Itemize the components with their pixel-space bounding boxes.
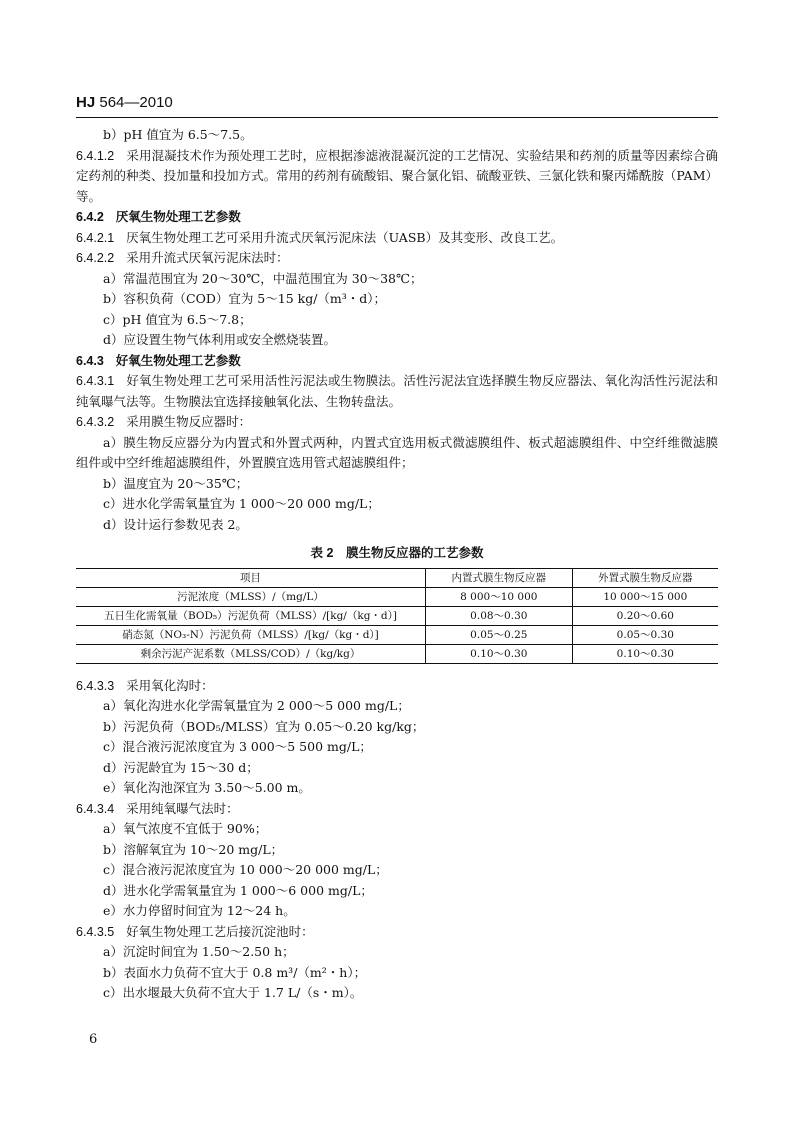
clause-number: 6.4.2.2: [76, 251, 115, 265]
list-item: [76, 696, 718, 717]
clause-text: 厌氧生物处理工艺可采用升流式厌氧污泥床法（UASB）及其变形、改良工艺。: [126, 229, 564, 245]
list-item: [76, 310, 718, 331]
list-item-text: c）pH 值宜为 6.5～7.8；: [103, 311, 252, 327]
spacer: [114, 924, 126, 939]
table-cell: 污泥浓度（MLSS）/（mg/L）: [76, 587, 426, 606]
table-header-cell: 外置式膜生物反应器: [572, 568, 718, 587]
clause-paragraph: [76, 676, 718, 697]
standard-code: HJ: [76, 94, 96, 111]
clause-paragraph: [76, 799, 718, 820]
list-item: [76, 840, 718, 861]
table-header-cell: 内置式膜生物反应器: [426, 568, 573, 587]
list-item: [76, 942, 718, 963]
spacer: [114, 148, 126, 163]
list-item-text: b）pH 值宜为 6.5～7.5。: [103, 127, 253, 142]
section-lower: [76, 676, 718, 1004]
list-item: [76, 289, 718, 310]
table-header-row: [76, 568, 718, 587]
list-item-text: d）进水化学需氧量宜为 1 000～6 000 mg/L；: [103, 882, 373, 898]
list-item-text: b）温度宜为 20～35℃；: [103, 475, 249, 491]
list-item: [76, 494, 718, 515]
parameter-table: [76, 568, 718, 664]
list-item-text: a）氧化沟进水化学需氧量宜为 2 000～5 000 mg/L；: [103, 698, 410, 713]
table-cell: 0.20～0.60: [572, 606, 718, 625]
spacer: [104, 353, 116, 368]
table-row: [76, 644, 718, 663]
list-item: [76, 330, 718, 351]
list-item-text: e）水力停留时间宜为 12～24 h。: [103, 903, 296, 918]
table-row: [76, 587, 718, 606]
list-item-text: a）膜生物反应器分为内置式和外置式两种，内置式宜选用板式微滤膜组件、板式超滤膜组件、中空纤维微滤膜组件或中空纤维超滤膜组件，外置膜宜选用管式超滤膜组件；: [76, 434, 718, 470]
list-item-text: c）进水化学需氧量宜为 1 000～20 000 mg/L；: [103, 496, 380, 511]
list-item-text: b）污泥负荷（BOD₅/MLSS）宜为 0.05～0.20 kg/kg；: [103, 718, 425, 734]
table-cell: 8 000～10 000: [426, 587, 573, 606]
table-cell: 五日生化需氧量（BOD₅）污泥负荷（MLSS）/[kg/（kg・d）]: [76, 606, 426, 625]
clause-text: 采用膜生物反应器时：: [126, 414, 252, 429]
clause-number: 6.4.2: [76, 210, 104, 224]
table-cell: 0.05～0.25: [426, 625, 573, 644]
list-item: [76, 125, 718, 146]
table-cell: 0.08～0.30: [426, 606, 573, 625]
clause-paragraph: [76, 922, 718, 943]
list-item: [76, 737, 718, 758]
list-item-text: a）常温范围宜为 20～30℃，中温范围宜为 30～38℃；: [103, 270, 423, 286]
clause-number: 6.4.1.2: [76, 148, 115, 163]
table-header-cell: 项目: [76, 568, 426, 587]
table-cell: 0.10～0.30: [572, 644, 718, 663]
spacer: [114, 801, 126, 816]
clause-text: 采用氧化沟时：: [126, 677, 214, 693]
table-row: [76, 606, 718, 625]
list-item-text: b）表面水力负荷不宜大于 0.8 m³/（m²・h）；: [103, 964, 367, 980]
standard-number: 564—2010: [95, 94, 173, 111]
list-item: [76, 269, 718, 290]
heading-text: 厌氧生物处理工艺参数: [115, 210, 241, 224]
list-item-text: d）污泥龄宜为 15～30 d；: [103, 759, 259, 775]
list-item: [76, 819, 718, 840]
clause-paragraph: [76, 248, 718, 269]
list-item: [76, 433, 718, 474]
list-item-text: a）氧气浓度不宜低于 90%；: [103, 821, 268, 836]
table-cell: 剩余污泥产泥系数（MLSS/COD）/（kg/kg）: [76, 644, 426, 663]
list-item: [76, 901, 718, 922]
list-item: [76, 778, 718, 799]
list-item-text: b）溶解氧宜为 10～20 mg/L；: [103, 841, 284, 857]
spacer: [114, 250, 126, 265]
header-rule: [76, 117, 718, 118]
section-heading: [76, 207, 718, 228]
list-item-text: c）出水堰最大负荷不宜大于 1.7 L/（s・m）。: [103, 985, 363, 1000]
table-title: 表 2 膜生物反应器的工艺参数: [310, 546, 484, 560]
clause-number: 6.4.3.2: [76, 415, 115, 429]
list-item-text: d）应设置生物气体利用或安全燃烧装置。: [103, 332, 337, 347]
spacer: [114, 678, 126, 693]
table-cell: 0.10～0.30: [426, 644, 573, 663]
clause-text: 好氧生物处理工艺后接沉淀池时：: [126, 923, 314, 939]
list-item: [76, 983, 718, 1004]
table-cell: 0.05～0.30: [572, 625, 718, 644]
list-item: [76, 515, 718, 536]
heading-text: 好氧生物处理工艺参数: [115, 353, 241, 368]
spacer: [114, 373, 126, 388]
clause-paragraph: [76, 146, 718, 208]
list-item-text: b）容积负荷（COD）宜为 5～15 kg/（m³・d）；: [103, 291, 387, 306]
list-item-text: a）沉淀时间宜为 1.50～2.50 h；: [103, 944, 295, 959]
list-item: [76, 963, 718, 984]
list-item: [76, 717, 718, 738]
list-item: [76, 474, 718, 495]
clause-number: 6.4.2.1: [76, 230, 115, 245]
section-upper: [76, 125, 718, 535]
page-number: 6: [89, 1032, 98, 1047]
clause-paragraph: [76, 412, 718, 433]
clause-text: 采用升流式厌氧污泥床法时：: [126, 250, 289, 265]
list-item: [76, 860, 718, 881]
section-heading: [76, 351, 718, 372]
list-item-text: d）设计运行参数见表 2。: [103, 516, 248, 532]
table-cell: 10 000～15 000: [572, 587, 718, 606]
table-cell: 硝态氮（NO₃-N）污泥负荷（MLSS）/[kg/（kg・d）]: [76, 625, 426, 644]
spacer: [114, 230, 126, 245]
clause-text: 采用纯氧曝气法时：: [126, 800, 239, 816]
spacer: [104, 209, 116, 224]
clause-number: 6.4.3.5: [76, 924, 115, 939]
list-item-text: e）氧化沟池深宜为 3.50～5.00 m。: [103, 780, 311, 795]
clause-text: 好氧生物处理工艺可采用活性污泥法或生物膜法。活性污泥法宜选择膜生物反应器法、氧化沟活性污泥法和纯氧曝气法等。生物膜法宜选择接触氧化法、生物转盘法。: [76, 373, 718, 409]
clause-text: 采用混凝技术作为预处理工艺时，应根据渗滤液混凝沉淀的工艺情况、实验结果和药剂的质量等因素综合确定药剂的种类、投加量和投加方式。常用的药剂有硫酸铝、聚合氯化铝、硫酸亚铁、三氯化铁和聚丙烯酰胺（PAM）等。: [76, 147, 718, 204]
clause-number: 6.4.3.3: [76, 678, 115, 693]
spacer: [114, 414, 126, 429]
table-row: [76, 625, 718, 644]
list-item-text: c）混合液污泥浓度宜为 10 000～20 000 mg/L；: [103, 862, 388, 877]
list-item-text: c）混合液污泥浓度宜为 3 000～5 500 mg/L；: [103, 739, 372, 754]
clause-number: 6.4.3.4: [76, 801, 115, 816]
clause-number: 6.4.3.1: [76, 374, 115, 388]
list-item: [76, 881, 718, 902]
document-body: [76, 125, 718, 1004]
document-header: [76, 94, 173, 111]
clause-paragraph: [76, 371, 718, 412]
list-item: [76, 758, 718, 779]
clause-number: 6.4.3: [76, 353, 104, 368]
clause-paragraph: [76, 228, 718, 249]
